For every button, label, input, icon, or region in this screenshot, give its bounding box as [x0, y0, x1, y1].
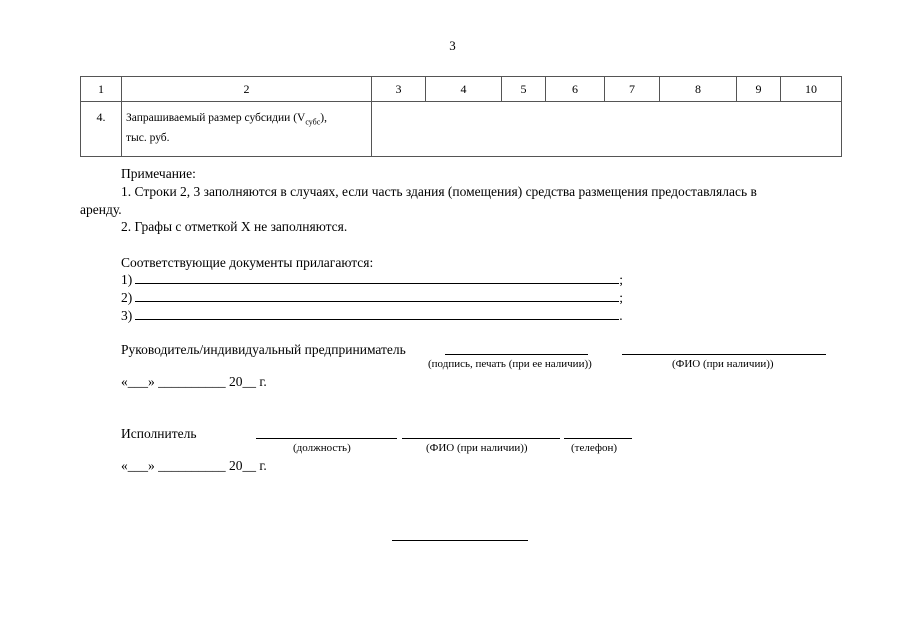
name-caption: (ФИО (при наличии)) [672, 358, 774, 370]
signature-blank-line [445, 354, 588, 355]
header-cell: 7 [605, 77, 660, 102]
row-label-line2: тыс. руб. [126, 132, 170, 145]
name-blank-line [622, 354, 826, 355]
row-label-subscript: субс [305, 117, 321, 127]
document-line-1 [121, 272, 623, 288]
position-blank-line [256, 438, 397, 439]
document-terminator: ; [619, 272, 624, 287]
document-number: 2) [121, 290, 133, 305]
note-item-2: 2. Графы с отметкой X не заполняются. [121, 219, 348, 234]
row-label-main: Запрашиваемый размер субсидии (V [126, 112, 306, 124]
head-date: «___» __________ 20__ г. [121, 374, 267, 389]
phone-caption: (телефон) [571, 442, 618, 454]
table-header-row [81, 77, 842, 102]
executor-name-caption: (ФИО (при наличии)) [426, 442, 528, 454]
header-cell: 9 [737, 77, 781, 102]
document-terminator: . [619, 308, 623, 323]
header-cell: 1 [81, 77, 122, 102]
document-line-2 [121, 290, 623, 306]
subsidy-table [80, 76, 842, 157]
header-cell: 8 [660, 77, 737, 102]
document-blank-line [135, 308, 619, 320]
document-blank-line [135, 272, 619, 284]
documents-title: Соответствующие документы прилагаются: [121, 255, 374, 270]
row-label-end: ), [320, 112, 328, 124]
document-number: 1) [121, 272, 133, 287]
head-signature-label: Руководитель/индивидуальный предприниматель [121, 342, 406, 357]
header-cell: 10 [781, 77, 842, 102]
note-title: Примечание: [121, 166, 196, 181]
page-number: 3 [449, 38, 456, 53]
position-caption: (должность) [293, 442, 351, 454]
header-cell: 6 [546, 77, 605, 102]
executor-date: «___» __________ 20__ г. [121, 458, 267, 473]
document-number: 3) [121, 308, 133, 323]
header-cell: 2 [122, 77, 372, 102]
document-blank-line [135, 290, 619, 302]
phone-blank-line [564, 438, 632, 439]
document-terminator: ; [619, 290, 624, 305]
table-row [81, 102, 842, 157]
note-item-1: 1. Строки 2, 3 заполняются в случаях, если часть здания (помещения) средства размещения предоставлялась в [121, 184, 757, 199]
row-number: 4. [81, 102, 122, 157]
signature-caption: (подпись, печать (при ее наличии)) [428, 358, 592, 370]
row-label [122, 102, 372, 157]
end-of-document-line [392, 540, 528, 541]
header-cell: 3 [372, 77, 426, 102]
executor-label: Исполнитель [121, 426, 197, 441]
row-value-cell [372, 102, 842, 157]
header-cell: 4 [426, 77, 502, 102]
header-cell: 5 [502, 77, 546, 102]
note-item-1-continuation: аренду. [80, 202, 122, 217]
document-line-3 [121, 308, 623, 324]
executor-name-blank-line [402, 438, 560, 439]
